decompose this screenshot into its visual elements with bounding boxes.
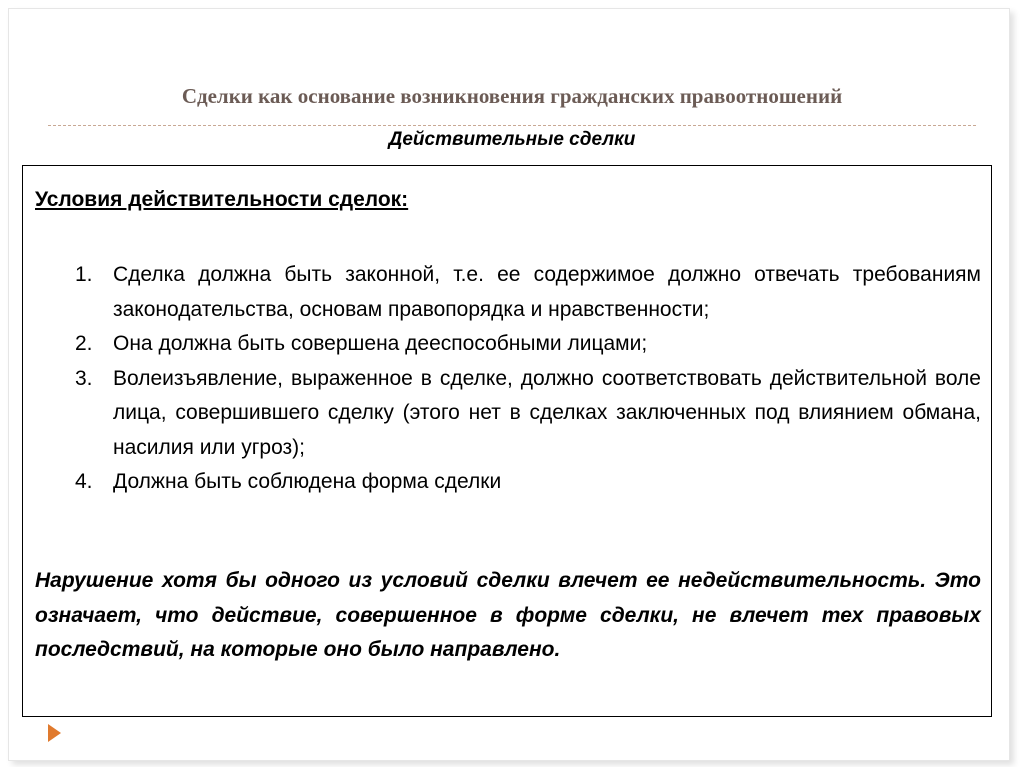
condition-item [75,258,981,327]
condition-text: Сделка должна быть законной, т.е. ее содержимое должно отвечать требованиям законодательства, основам правопорядка и нравственности; [113,263,981,321]
condition-item [75,362,981,466]
triangle-right-icon[interactable] [48,724,61,742]
condition-item [75,327,981,362]
condition-number: 3. [75,366,93,390]
condition-text: Она должна быть совершена дееспособными лицами; [113,332,648,355]
content-box [22,165,992,717]
condition-number: 4. [75,470,93,493]
condition-text: Волеизъявление, выраженное в сделке, должно соответствовать действительной воле лица, совершившего сделку (этого нет в сделках заключенных под влиянием обмана, насилия или угроз); [113,366,981,459]
conclusion-text: Нарушение хотя бы одного из условий сделки влечет ее недействительность. Это означает, что действие, совершенное в форме сделки, не влечет тех правовых последствий, на которые оно было направлено. [35,569,981,661]
condition-number: 2. [75,332,93,355]
slide-subtitle: Действительные сделки [388,129,636,150]
condition-text: Должна быть соблюдена форма сделки [113,470,502,493]
title-divider [48,125,976,126]
condition-item [75,465,981,500]
section-heading: Условия действительности сделок: [35,188,409,211]
conditions-list [75,258,981,500]
condition-number: 1. [75,263,93,286]
slide-title: Сделки как основание возникновения гражданских правоотношений [181,84,843,108]
